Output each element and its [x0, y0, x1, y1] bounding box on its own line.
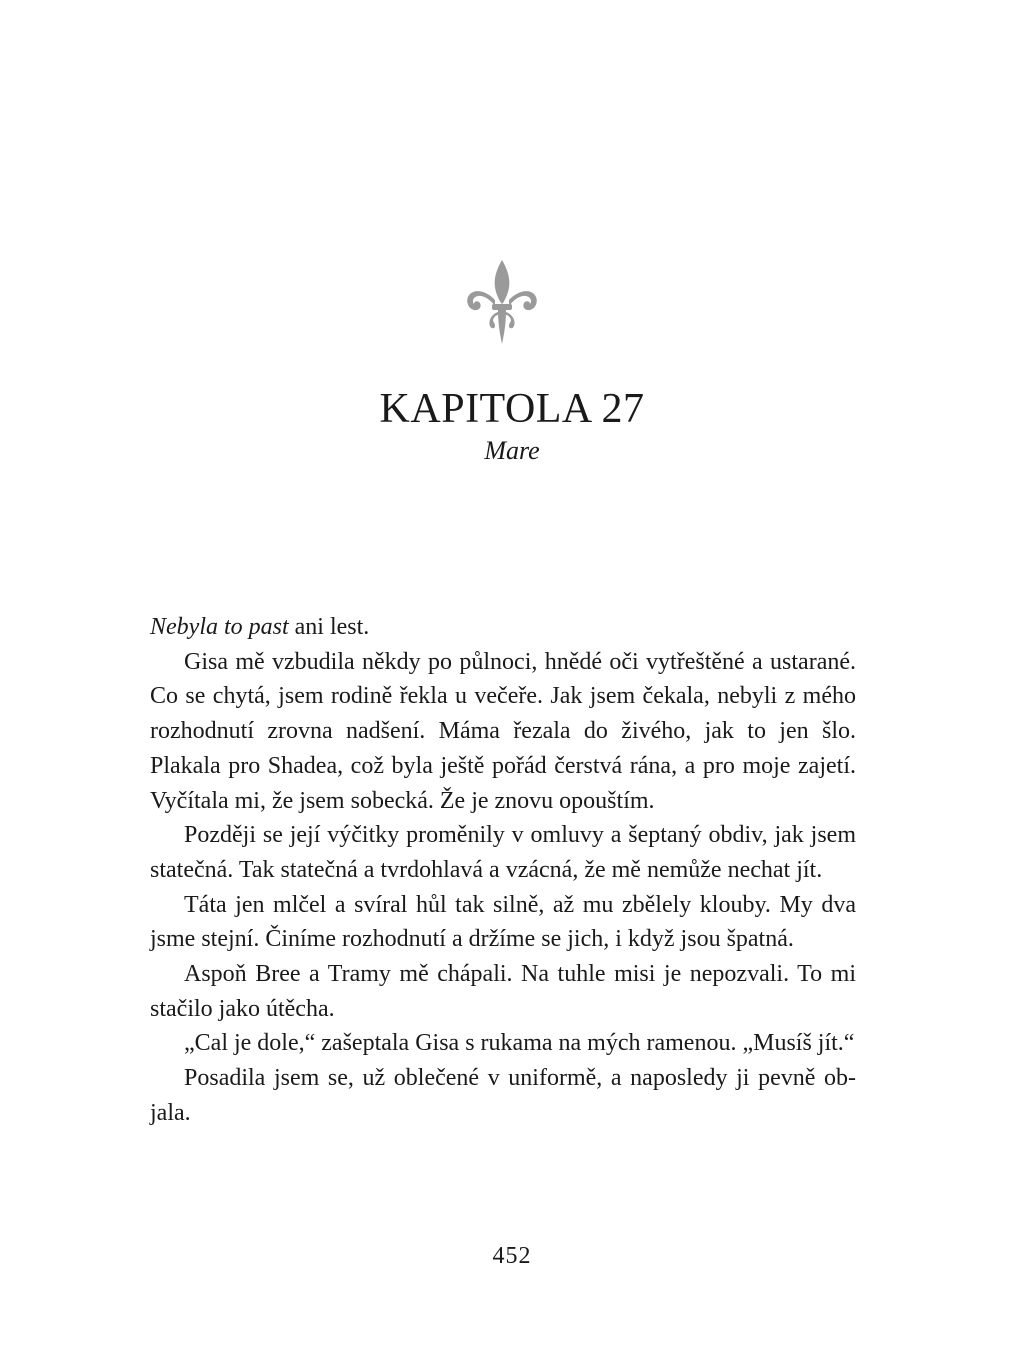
opening-rest: ani lest.: [288, 614, 370, 640]
chapter-body: [150, 610, 856, 1131]
paragraph: Později se její výčitky proměnily v omluvy a šeptaný obdiv, jak jsem statečná. Tak statečná a tvrdohlavá a vzácná, že mě nemůže nechat jít.: [150, 822, 856, 883]
paragraph: Posadila jsem se, už oblečené v uniformě, a naposledy ji pevně objala.: [150, 1065, 856, 1126]
chapter-subtitle: Mare: [484, 436, 540, 465]
page-number: 452: [492, 1243, 532, 1269]
fleur-de-lis-icon: [462, 258, 542, 348]
paragraph: Táta jen mlčel a svíral hůl tak silně, až mu zbělely klouby. My dva jsme stejní. Činíme rozhodnutí a držíme se jich, i když jsou špatná.: [150, 891, 856, 953]
paragraph: [150, 610, 856, 645]
paragraph: „Cal je dole,“ zašeptala Gisa s rukama na mých ramenou. „Musíš jít.“: [184, 1030, 855, 1057]
paragraph: Gisa mě vzbudila někdy po půlnoci, hnědé oči vytřeštěné a ustarané. Co se chytá, jsem rodině řekla u večeře. Jak jsem čekala, nebyli z mého rozhodnutí zrovna nadšení. Máma řezala do živého, jak to jen šlo. Plakala pro Shadea, což byla ještě pořád čerstvá rána, a pro moje zajetí. Vyčítala mi, že jsem sobecká. Že je znovu opouštím.: [150, 648, 856, 814]
chapter-title: KAPITOLA 27: [379, 386, 645, 432]
italic-opening: Nebyla to past: [150, 614, 289, 640]
paragraph: Aspoň Bree a Tramy mě chápali. Na tuhle misi je nepozvali. To mi stačilo jako útěcha.: [150, 961, 856, 1022]
